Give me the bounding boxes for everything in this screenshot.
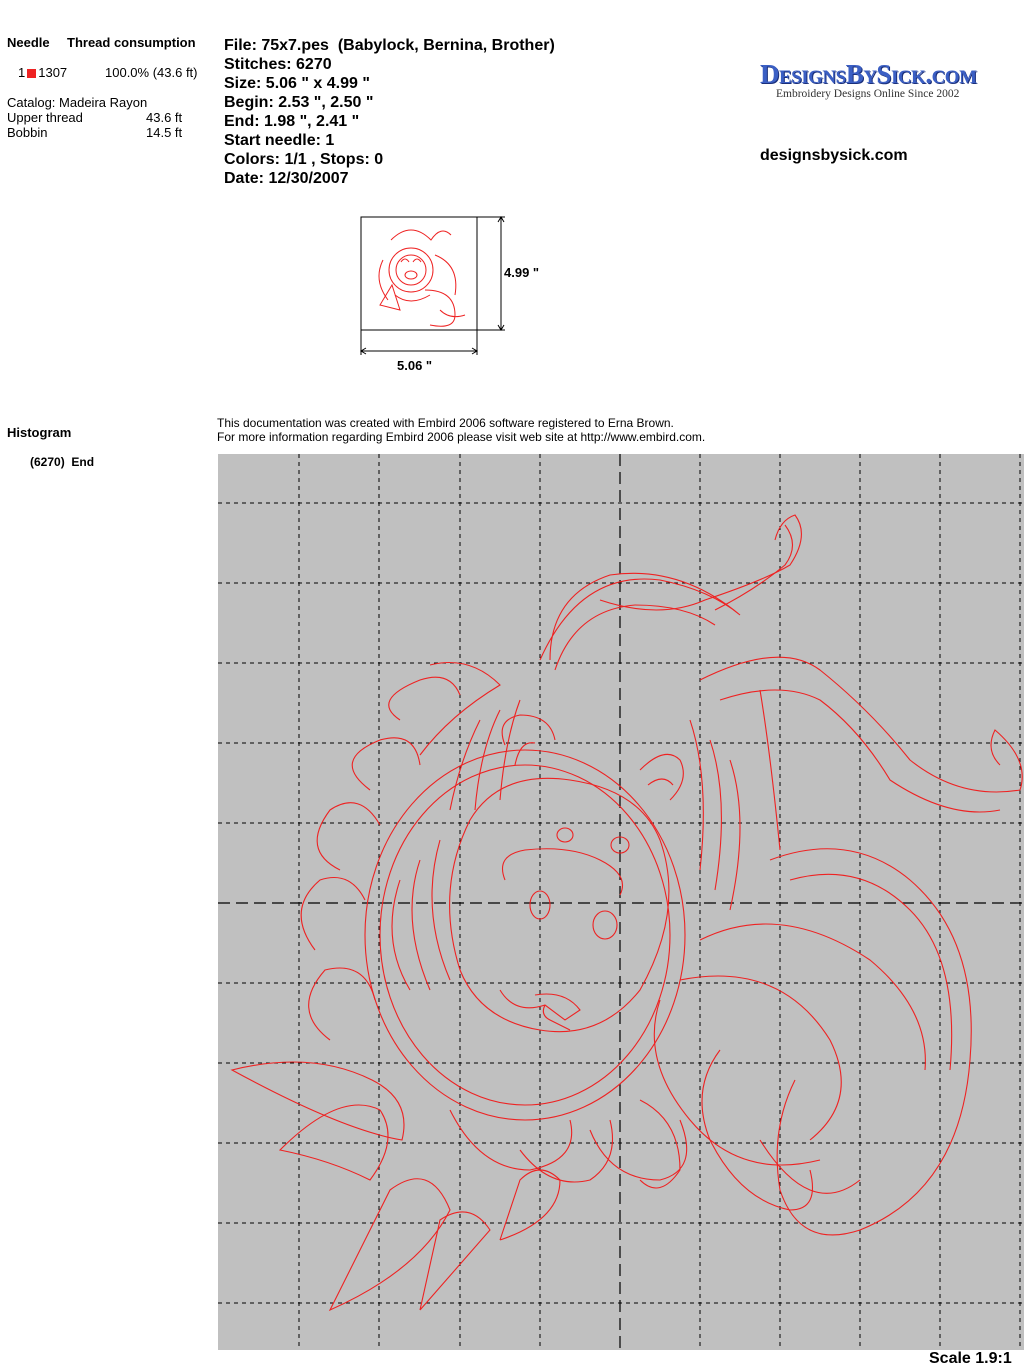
logo-wordmark: DesignsBySick.com [760, 59, 977, 89]
date-line: Date: 12/30/2007 [224, 170, 349, 187]
designsbysick-logo [760, 60, 992, 100]
begin-line: Begin: 2.53 ", 2.50 " [224, 94, 374, 111]
catalog-label: Catalog: Madeira Rayon [7, 95, 148, 110]
histogram-entry [30, 455, 94, 469]
scale-label: Scale 1.9:1 [929, 1350, 1012, 1367]
embroidery-design [232, 515, 1022, 1310]
needle-row [18, 65, 67, 80]
logo-tagline: Embroidery Designs Online Since 2002 [776, 88, 960, 100]
thread-code: 1307 [38, 65, 68, 80]
website-label: designsbysick.com [760, 147, 908, 164]
software-note-line2: For more information regarding Embird 2006 please visit web site at http://www.embird.com. [217, 430, 706, 444]
needle-number: 1 [18, 65, 26, 80]
file-line: File: 75x7.pes (Babylock, Bernina, Brother) [224, 37, 555, 54]
upper-thread-label: Upper thread [7, 110, 83, 125]
stitches-line: Stitches: 6270 [224, 56, 332, 73]
thread-consumption-header: Thread consumption [67, 35, 196, 50]
design-thumbnail [355, 210, 555, 380]
thumbnail-height-label: 4.99 " [504, 265, 540, 280]
thread-color-swatch [27, 69, 36, 78]
bobbin-label: Bobbin [7, 125, 48, 140]
size-line: Size: 5.06 " x 4.99 " [224, 75, 370, 92]
start-needle-line: Start needle: 1 [224, 132, 335, 149]
histogram-label: End [71, 455, 95, 469]
software-note-line1: This documentation was created with Embird 2006 software registered to Erna Brown. [217, 416, 674, 430]
thumbnail-width-label: 5.06 " [397, 358, 433, 373]
colors-line: Colors: 1/1 , Stops: 0 [224, 151, 384, 168]
histogram-count: (6270) [30, 455, 65, 469]
end-line: End: 1.98 ", 2.41 " [224, 113, 360, 130]
needle-header: Needle [7, 35, 50, 50]
histogram-title: Histogram [7, 425, 72, 440]
upper-thread-value: 43.6 ft [146, 110, 183, 125]
bobbin-value: 14.5 ft [146, 125, 183, 140]
embroidery-preview-grid [218, 454, 1024, 1350]
thread-consumption-value: 100.0% (43.6 ft) [105, 65, 198, 80]
